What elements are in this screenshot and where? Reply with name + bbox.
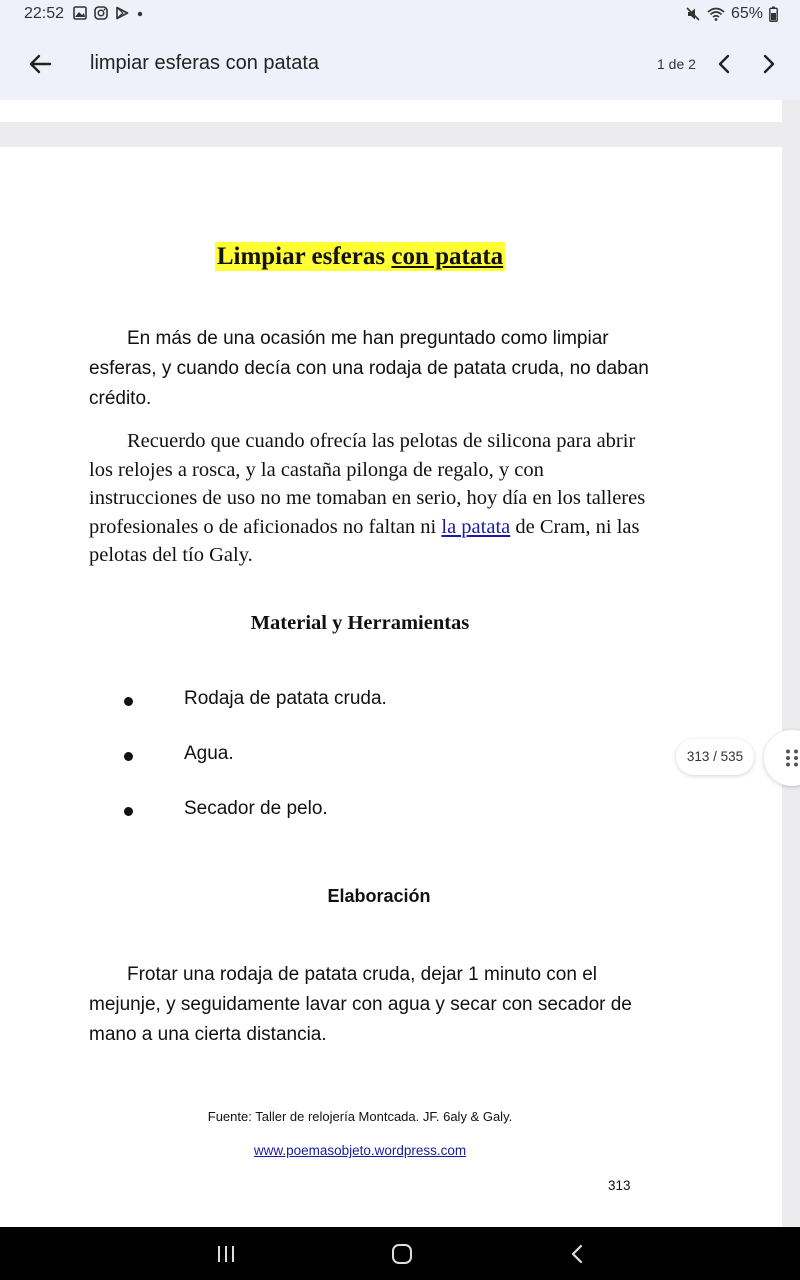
- navigation-bar: [0, 1227, 800, 1280]
- list-item-text: Rodaja de patata cruda.: [184, 688, 387, 709]
- title-highlight: [215, 242, 505, 271]
- mute-icon: [685, 6, 701, 22]
- list-item: [124, 743, 624, 773]
- wifi-icon: [707, 6, 725, 22]
- back-arrow-icon[interactable]: [24, 48, 56, 80]
- list-item-text: Secador de pelo.: [184, 798, 328, 819]
- bullet-icon: [124, 807, 133, 816]
- drag-handle-icon: [782, 748, 800, 768]
- instagram-icon: [94, 6, 108, 20]
- page-indicator: 313 / 535: [676, 739, 754, 775]
- document-title: [0, 243, 720, 271]
- website-link[interactable]: www.poemasobjeto.wordpress.com: [253, 1143, 467, 1158]
- patata-link[interactable]: la patata: [441, 515, 511, 538]
- back-icon[interactable]: [566, 1242, 588, 1266]
- battery-percentage: 65%: [730, 5, 763, 22]
- list-item-text: Agua.: [184, 743, 234, 764]
- intro-paragraph: En más de una ocasión me han preguntado como limpiar esferas, y cuando decía con una rodaja de patata cruda, no daban crédito.: [89, 328, 649, 409]
- play-store-icon: [115, 6, 129, 20]
- notification-icons: [73, 6, 144, 20]
- chevron-right-icon[interactable]: [755, 48, 783, 80]
- gallery-icon: [73, 6, 87, 20]
- bullet-icon: [124, 752, 133, 761]
- elaboration-heading: Elaboración: [327, 886, 431, 906]
- recents-icon[interactable]: [215, 1243, 237, 1265]
- previous-page-edge: [0, 100, 782, 122]
- paragraph-text-before-link: Recuerdo que cuando ofrecía las pelotas de silicona para abrir los relojes a rosca, y la castaña pilonga de regalo, y con instrucciones de uso no me tomaban en serio, hoy día en los talleres profesionales o de aficionados no faltan ni: [89, 430, 646, 538]
- status-time: 22:52: [24, 5, 65, 22]
- title-part-2: con patata: [391, 243, 504, 270]
- search-toolbar: [0, 28, 800, 100]
- document-page: [0, 147, 782, 1227]
- search-input[interactable]: limpiar esferas con patata: [90, 52, 320, 74]
- paragraph-text-after-link: de Cram, ni las pelotas del tío Galy.: [89, 515, 640, 566]
- battery-icon: [769, 6, 778, 22]
- list-item: [124, 688, 624, 718]
- bullet-icon: [124, 697, 133, 706]
- system-icons: [685, 5, 778, 23]
- body-paragraph: [89, 427, 649, 570]
- home-icon[interactable]: [390, 1242, 414, 1266]
- elaboration-paragraph: Frotar una rodaja de patata cruda, dejar 1 minuto con el mejunje, y seguidamente lavar con agua y secar con secador de mano a una cierta distancia.: [89, 964, 632, 1045]
- match-count: 1 de 2: [657, 56, 696, 72]
- source-credit: Fuente: Taller de relojería Montcada. JF. 6aly & Galy.: [207, 1109, 513, 1124]
- dot-icon: [136, 6, 144, 20]
- page-number: 313: [608, 1178, 631, 1193]
- title-part-1: Limpiar esferas: [216, 243, 392, 270]
- materials-heading: Material y Herramientas: [250, 612, 470, 634]
- website-link-container: [0, 1143, 720, 1158]
- list-item: [124, 798, 624, 828]
- status-bar: [0, 0, 800, 28]
- chevron-left-icon[interactable]: [710, 48, 738, 80]
